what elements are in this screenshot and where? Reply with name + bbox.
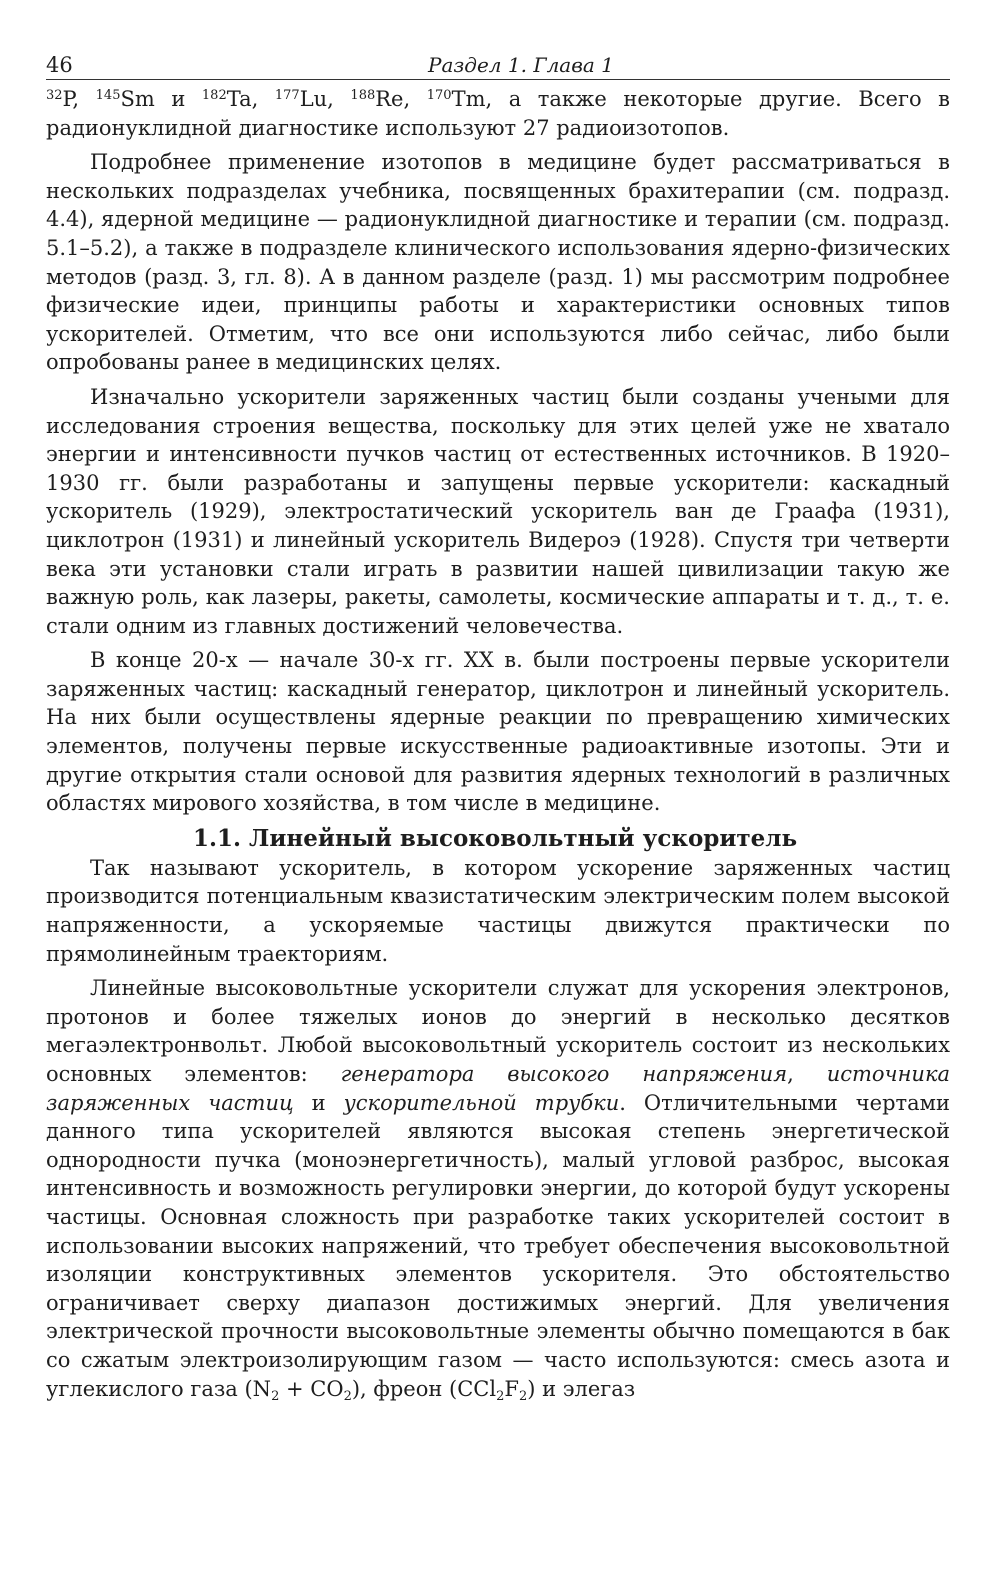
- paragraph-definition: Так называют ускоритель, в котором ускорение заряженных частиц производится потенциальным квазистатическим электрическим полем высокой напряженности, а ускоряемые частицы движутся практически по прямолинейным траекториям.: [46, 855, 950, 966]
- text-run: P,: [62, 87, 96, 111]
- text-run: + CO: [279, 1376, 344, 1401]
- superscript: 188: [350, 88, 376, 103]
- paragraph-high-voltage: [46, 974, 950, 1403]
- paragraph-isotopes: [46, 85, 950, 142]
- text-run: Линейные высоковольтные ускорители служат для ускорения электронов, протонов и более тяжелых ионов до энергий в несколько десятков мегаэлектронвольт. Любой высоковольтный ускоритель состоит из нескольких основных элементов:: [46, 976, 950, 1086]
- text-run: и: [293, 1090, 344, 1115]
- page-header: [46, 52, 950, 80]
- text-run: F: [504, 1376, 519, 1401]
- superscript: 145: [95, 88, 121, 103]
- superscript: 170: [426, 88, 452, 103]
- body-text: [46, 85, 950, 1403]
- text-run: Lu,: [299, 87, 351, 111]
- italic-term: источника заряженных частиц: [46, 1062, 951, 1115]
- superscript: 177: [274, 88, 300, 103]
- text-run: ,: [787, 1062, 827, 1086]
- header-rule: [46, 79, 950, 80]
- paragraph-first-accelerators: В конце 20-х — начале 30-х гг. XX в. были построены первые ускорители заряженных частиц: каскадный генератор, циклотрон и линейный ускоритель. На них были осуществлены ядерные реакции по превращению химических элементов, получены первые искусственные радиоактивные изотопы. Эти и другие открытия стали основой для развития ядерных технологий в различных областях мирового хозяйства, в том числе в медицине.: [46, 648, 950, 816]
- text-run: Sm и: [120, 87, 202, 111]
- subscript: 2: [518, 1388, 528, 1404]
- text-run: ), фреон (CCl: [351, 1376, 497, 1401]
- text-run: Ta,: [226, 87, 275, 111]
- subscript: 2: [271, 1388, 280, 1404]
- running-head: Раздел 1. Глава 1: [428, 53, 614, 77]
- page-number: 46: [46, 53, 73, 77]
- italic-term: ускорительной трубки: [343, 1090, 620, 1115]
- text-run: , а также некоторые другие. Всего в радионуклидной диагностике используют 27 радиоизотопов.: [46, 87, 951, 140]
- paragraph-history: Изначально ускорители заряженных частиц были созданы учеными для исследования строения вещества, поскольку для этих целей уже не хватало энергии и интенсивности пучков частиц от естественных источников. В 1920–1930 гг. были разработаны и запущены первые ускорители: каскадный ускоритель (1929), электростатический ускоритель ван де Граафа (1931), циклотрон (1931) и линейный ускоритель Видероэ (1928). Спустя три четверти века эти установки стали играть в развитии нашей цивилизации такую же важную роль, как лазеры, ракеты, самолеты, космические аппараты и т. д., т. е. стали одним из главных достижений человечества.: [46, 384, 950, 638]
- subscript: 2: [343, 1388, 352, 1404]
- italic-term: генератора высокого напряжения: [340, 1062, 788, 1086]
- text-run: ) и элегаз: [527, 1376, 636, 1401]
- superscript: 32: [46, 88, 63, 103]
- subscript: 2: [496, 1388, 505, 1404]
- text-run: Re,: [375, 87, 427, 111]
- section-title: 1.1. Линейный высоковольтный ускоритель: [193, 824, 798, 852]
- text-run: Tm: [451, 87, 486, 111]
- paragraph-medicine: Подробнее применение изотопов в медицине будет рассматриваться в нескольких подразделах учебника, посвященных брахитерапии (см. подразд. 4.4), ядерной медицине — радионуклидной диагностике и терапии (см. подразд. 5.1–5.2), а также в подразделе клинического использования ядерно-физических методов (разд. 3, гл. 8). А в данном разделе (разд. 1) мы рассмотрим подробнее физические идеи, принципы работы и характеристики основных типов ускорителей. Отметим, что все они используются либо сейчас, либо были опробованы ранее в медицинских целях.: [46, 150, 950, 375]
- superscript: 182: [201, 88, 227, 103]
- text-run: . Отличительными чертами данного типа ускорителей являются высокая степень энергетической однородности пучка (моноэнергетичность), малый угловой разброс, высокая интенсивность и возможность регулировки энергии, до которой будут ускорены частицы. Основная сложность при разработке таких ускорителей состоит в использовании высоких напряжений, что требует обеспечения высоковольтной изоляции конструктивных элементов ускорителя. Это обстоятельство ограничивает сверху диапазон достижимых энергий. Для увеличения электрической прочности высоковольтные элементы обычно помещаются в бак со сжатым электроизолирующим газом — часто используются: смесь азота и углекислого газа (N: [46, 1090, 950, 1401]
